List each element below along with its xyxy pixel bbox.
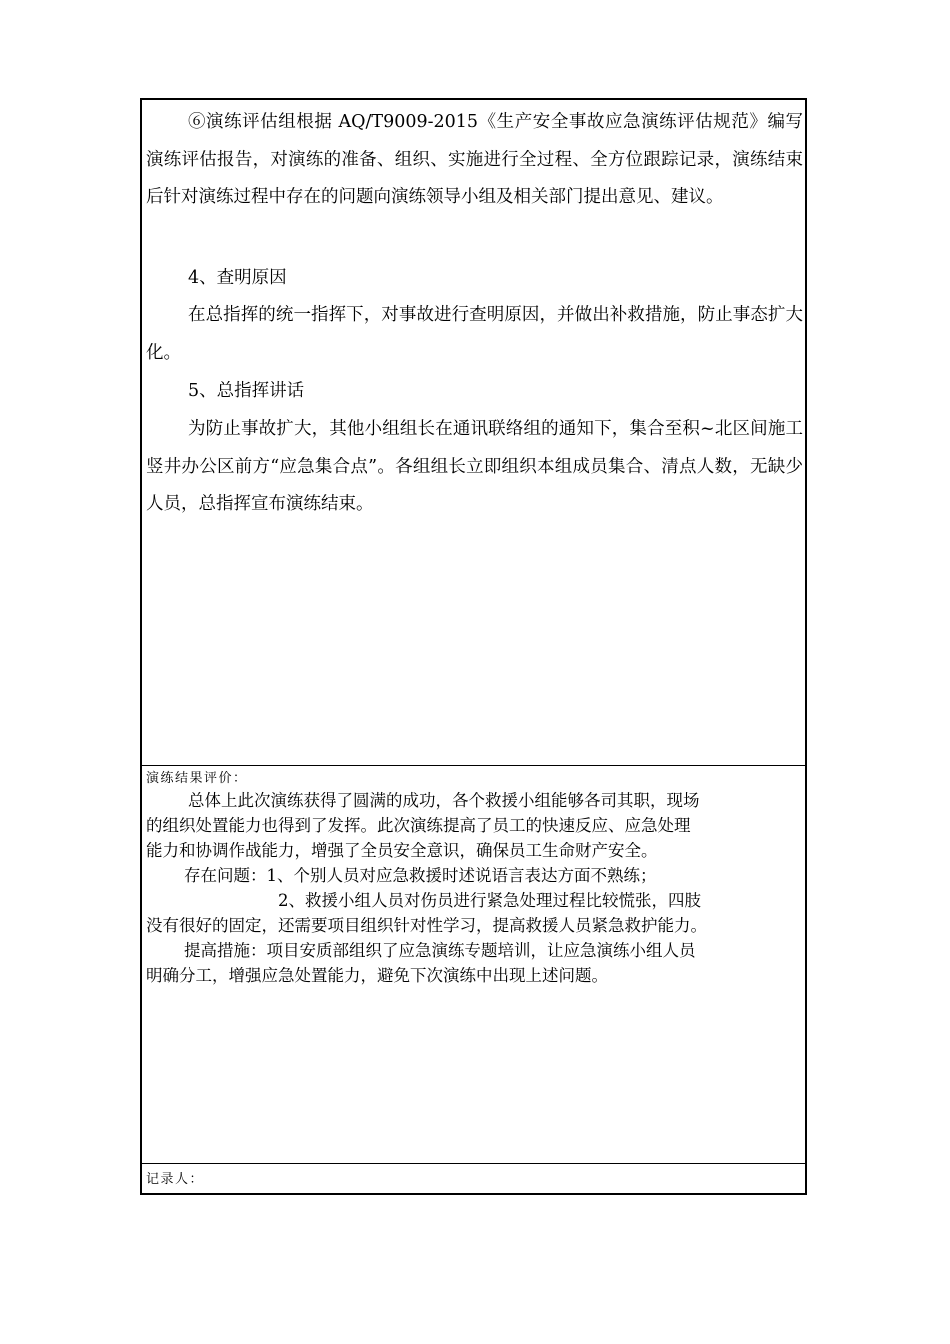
evaluation-line: 存在问题：1、个别人员对应急救援时述说语言表达方面不熟练； [184, 866, 657, 885]
evaluation-line: 提高措施：项目安质部组织了应急演练专题培训，让应急演练小组人员 [184, 941, 696, 960]
evaluation-line: 能力和协调作战能力，增强了全员安全意识，确保员工生命财产安全。 [146, 841, 658, 860]
heading-commander-speech: 5、总指挥讲话 [188, 381, 305, 401]
evaluation-label: 演练结果评价： [146, 771, 248, 786]
evaluation-line: 总体上此次演练获得了圆满的成功，各个救援小组能够各司其职，现场 [188, 791, 700, 810]
paragraph-evaluation-group: ⑥演练评估组根据 AQ/T9009-2015《生产安全事故应急演练评估规范》编写演练评估报告，对演练的准备、组织、实施进行全过程、全方位跟踪记录，演练结束后针对演练过程中存在的问题向演练领导小组及相关部门提出意见、建议。 [146, 112, 803, 207]
evaluation-line: 没有很好的固定，还需要项目组织针对性学习，提高救援人员紧急救护能力。 [146, 916, 707, 935]
paragraph-commander-speech: 为防止事故扩大，其他小组组长在通讯联络组的通知下，集合至积~北区间施工竖井办公区前方“应急集合点”。各组组长立即组织本组成员集合、清点人数，无缺少人员，总指挥宣布演练结束。 [146, 419, 803, 514]
paragraph-find-cause: 在总指挥的统一指挥下，对事故进行查明原因，并做出补救措施，防止事态扩大化。 [146, 305, 803, 363]
evaluation-line: 明确分工，增强应急处置能力，避免下次演练中出现上述问题。 [146, 966, 608, 985]
evaluation-line: 的组织处置能力也得到了发挥。此次演练提高了员工的快速反应、应急处理 [146, 816, 691, 835]
evaluation-section [142, 765, 805, 1163]
procedure-section [142, 100, 805, 765]
heading-find-cause: 4、查明原因 [188, 268, 287, 288]
record-table [140, 98, 807, 1195]
recorder-section [142, 1163, 805, 1193]
evaluation-line: 2、救援小组人员对伤员进行紧急处理过程比较慌张，四肢 [278, 891, 701, 910]
recorder-label: 记录人： [146, 1172, 205, 1187]
